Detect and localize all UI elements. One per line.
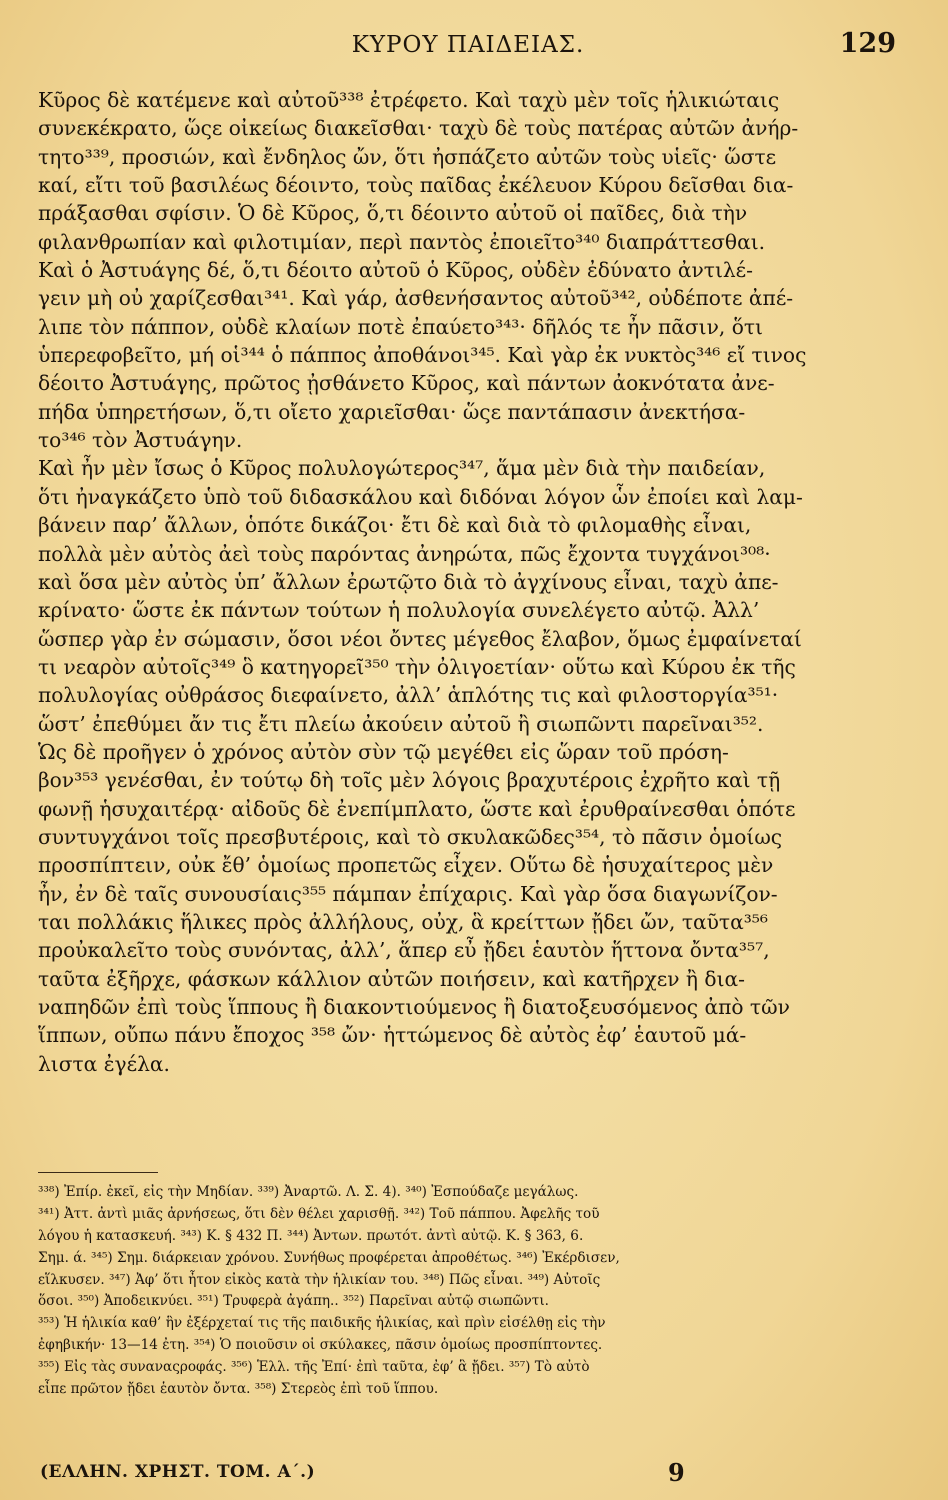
footnotes [38, 1182, 808, 1401]
text-line: βάνειν παρ’ ἄλλων, ὁπότε δικάζοι· ἔτι δὲ καὶ διὰ τὸ φιλομαθὴς εἶναι, [38, 513, 752, 538]
footnote-line: ἐφηβικήν· 13—14 ἐτη. ³⁵⁴) Ὁ ποιοῦσιν οἱ σκύλακες, πᾶσιν ὁμοίως προσπίπτοντες. [38, 1337, 603, 1354]
text-line: προὐκαλεῖτο τοὺς συνόντας, ἀλλ’, ἅπερ εὖ ᾔδει ἑαυτὸν ἥττονα ὄντα³⁵⁷, [38, 938, 770, 963]
text-line: τι νεαρὸν αὐτοῖς³⁴⁹ ὃ κατηγορεῖ³⁵⁰ τὴν ὀλιγοετίαν· οὕτω καὶ Κύρου ἐκ τῆς [38, 654, 796, 679]
text-line: Ὡς δὲ προῆγεν ὁ χρόνος αὐτὸν σὺν τῷ μεγέθει εἰς ὥραν τοῦ πρόση- [38, 739, 729, 764]
text-line: Καὶ ἦν μὲν ἴσως ὁ Κῦρος πολυλογώτερος³⁴⁷, ἅμα μὲν διὰ τὴν παιδείαν, [38, 456, 766, 481]
text-line: βον³⁵³ γενέσθαι, ἐν τούτῳ δὴ τοῖς μὲν λόγοις βραχυτέροις ἐχρῆτο καὶ τῇ [38, 768, 781, 793]
signature-mark: (ΕΛΛΗΝ. ΧΡΗΣΤ. ΤΟΜ. Α΄.) [40, 1462, 316, 1482]
text-line: ὥστ’ ἐπεθύμει ἄν τις ἔτι πλείω ἀκούειν αὐτοῦ ἢ σιωπῶντι παρεῖναι³⁵². [38, 711, 764, 736]
text-line: λιστα ἐγέλα. [38, 1051, 170, 1076]
text-line: ἵππων, οὔπω πάνυ ἔποχος ³⁵⁸ ὤν· ἡττώμενος δὲ αὐτὸς ἐφ’ ἑαυτοῦ μά- [38, 1023, 747, 1048]
text-line: Κῦρος δὲ κατέμενε καὶ αὐτοῦ³³⁸ ἐτρέφετο. Καὶ ταχὺ μὲν τοῖς ἡλικιώταις [38, 88, 780, 112]
text-line: πολυλογίας οὐθράσος διεφαίνετο, ἀλλ’ ἁπλότης τις καὶ φιλοστοργία³⁵¹· [38, 683, 779, 708]
footnote-line: εἵλκυσεν. ³⁴⁷) Ἀφ’ ὅτι ἦτον εἰκὸς κατὰ τὴν ἡλικίαν του. ³⁴⁸) Πῶς εἶναι. ³⁴⁹) Αὐτοῖς [38, 1271, 601, 1288]
text-line: πολλὰ μὲν αὐτὸς ἀεὶ τοὺς παρόντας ἀνηρώτα, πῶς ἔχοντα τυγχάνοι³⁰⁸· [38, 541, 771, 566]
page-number: 129 [839, 28, 896, 59]
footnote-line: ³⁴¹) Ἀττ. ἀντὶ μιᾶς ἀρνήσεως, ὅτι δὲν θέλει χαρισθῇ. ³⁴²) Τοῦ πάππου. Ἀφελῆς τοῦ [38, 1205, 600, 1222]
text-line: συντυγχάνοι τοῖς πρεσβυτέροις, καὶ τὸ σκυλακῶδες³⁵⁴, τὸ πᾶσιν ὁμοίως [38, 824, 783, 849]
text-line: προσπίπτειν, οὐκ ἔθ’ ὁμοίως προπετῶς εἶχεν. Οὕτω δὲ ἡσυχαίτερος μὲν [38, 853, 774, 878]
text-line: δέοιτο Ἀστυάγης, πρῶτος ᾐσθάνετο Κῦρος, καὶ πάντων ἀοκνότατα ἀνε- [38, 371, 775, 396]
main-text [38, 86, 807, 1078]
text-line: ναπηδῶν ἐπὶ τοὺς ἵππους ἢ διακοντιούμενος ἢ διατοξευσόμενος ἀπὸ τῶν [38, 995, 790, 1019]
text-line: γειν μὴ οὐ χαρίζεσθαι³⁴¹. Καὶ γάρ, ἀσθενήσαντος αὐτοῦ³⁴², οὐδέποτε ἀπέ- [38, 286, 794, 311]
signature-number: 9 [668, 1458, 685, 1487]
page-footer [40, 1458, 896, 1492]
footnote-line: Σημ. ά. ³⁴⁵) Σημ. διάρκειαν χρόνου. Συνήθως προφέρεται ἀπροθέτως. ³⁴⁶) Ἐκέρδισεν, [38, 1249, 620, 1266]
text-line: λιπε τὸν πάππον, οὐδὲ κλαίων ποτὲ ἐπαύετο³⁴³· δῆλός τε ἦν πᾶσιν, ὅτι [38, 314, 763, 339]
text-line: τητο³³⁹, προσιών, καὶ ἔνδηλος ὤν, ὅτι ἠσπάζετο αὐτῶν τοὺς υἱεῖς· ὥστε [38, 144, 777, 169]
text-line: καὶ ὅσα μὲν αὐτὸς ὑπ’ ἄλλων ἐρωτῷτο διὰ τὸ ἀγχίνους εἶναι, ταχὺ ἀπε- [38, 569, 779, 594]
text-line: ταῦτα ἐξῆρχε, φάσκων κάλλιον αὐτῶν ποιήσειν, καὶ κατῆρχεν ἢ δια- [38, 966, 745, 991]
text-line: ὑπερεφοβεῖτο, μή οἱ³⁴⁴ ὁ πάππος ἀποθάνοι³⁴⁵. Καὶ γὰρ ἐκ νυκτὸς³⁴⁶ εἴ τινος [38, 343, 807, 368]
text-line: συνεκέκρατο, ὥςε οἰκείως διακεῖσθαι· ταχὺ δὲ τοὺς πατέρας αὐτῶν ἀνήρ- [38, 116, 799, 141]
text-line: ἦν, ἐν δὲ ταῖς συνουσίαις³⁵⁵ πάμπαν ἐπίχαρις. Καὶ γὰρ ὅσα διαγωνίζον- [38, 881, 778, 906]
text-line: πήδα ὑπηρετήσων, ὅ,τι οἴετο χαριεῖσθαι· ὥςε παντάπασιν ἀνεκτήσα- [38, 399, 746, 424]
text-line: ὅτι ἠναγκάζετο ὑπὸ τοῦ διδασκάλου καὶ διδόναι λόγον ὧν ἐποίει καὶ λαμ- [38, 484, 803, 509]
running-title: ΚΥΡΟΥ ΠΑΙΔΕΙΑΣ. [351, 32, 585, 58]
text-line: Καὶ ὁ Ἀστυάγης δέ, ὅ,τι δέοιτο αὐτοῦ ὁ Κῦρος, οὐδὲν ἐδύνατο ἀντιλέ- [38, 258, 753, 283]
footnote-line: ³⁵³) Ἡ ἡλικία καθ’ ἣν ἐξέρχεταί τις τῆς παιδικῆς ἡλικίας, καὶ πρὶν εἰσέλθῃ εἰς τὴν [38, 1315, 606, 1332]
footnote-line: ³³⁸) Ἐπίρ. ἐκεῖ, εἰς τὴν Μηδίαν. ³³⁹) Ἀναρτῶ. Λ. Σ. 4). ³⁴⁰) Ἐσπούδαζε μεγάλως. [38, 1184, 579, 1200]
text-line: ται πολλάκις ἥλικες πρὸς ἀλλήλους, οὐχ, ἃ κρείττων ᾔδει ὤν, ταῦτα³⁵⁶ [38, 909, 768, 934]
page-header [40, 28, 896, 68]
text-line: ὥσπερ γὰρ ἐν σώμασιν, ὅσοι νέοι ὄντες μέγεθος ἔλαβον, ὅμως ἐμφαίνεταί [38, 626, 802, 651]
text-line: φωνῇ ἡσυχαιτέρᾳ· αἰδοῦς δὲ ἐνεπίμπλατο, ὥστε καὶ ἐρυθραίνεσθαι ὁπότε [38, 796, 796, 821]
footnote-line: ὅσοι. ³⁵⁰) Ἀποδεικνύει. ³⁵¹) Τρυφερὰ ἀγάπη.. ³⁵²) Παρεῖναι αὐτῷ σιωπῶντι. [38, 1293, 549, 1310]
text-line: καί, εἴτι τοῦ βασιλέως δέοιντο, τοὺς παῖδας ἐκέλευον Κύρου δεῖσθαι δια- [38, 173, 794, 198]
footnote-line: εἶπε πρῶτον ᾔδει ἑαυτὸν ὄντα. ³⁵⁸) Στερεὸς ἐπὶ τοῦ ἵππου. [38, 1381, 439, 1398]
footnote-line: ³⁵⁵) Εἰς τὰς συναναςροφάς. ³⁵⁶) Ἑλλ. τῆς Ἐπί· ἐπὶ ταῦτα, ἐφ’ ἃ ᾔδει. ³⁵⁷) Τὸ αὐτὸ [38, 1359, 590, 1376]
text-line: το³⁴⁶ τὸν Ἀστυάγην. [38, 428, 243, 453]
text-line: κρίνατο· ὥστε ἐκ πάντων τούτων ἡ πολυλογία συνελέγετο αὐτῷ. Ἀλλ’ [38, 598, 760, 623]
text-line: πράξασθαι σφίσιν. Ὁ δὲ Κῦρος, ὅ,τι δέοιντο αὐτοῦ οἱ παῖδες, διὰ τὴν [38, 201, 748, 226]
footnote-divider [38, 1172, 158, 1173]
text-line: φιλανθρωπίαν καὶ φιλοτιμίαν, περὶ παντὸς ἐποιεῖτο³⁴⁰ διαπράττεσθαι. [38, 229, 766, 254]
footnote-line: λόγου ἡ κατασκευή. ³⁴³) Κ. § 432 Π. ³⁴⁴) Ἀντων. πρωτότ. ἀντὶ αὐτῷ. Κ. § 363, 6. [38, 1227, 584, 1244]
